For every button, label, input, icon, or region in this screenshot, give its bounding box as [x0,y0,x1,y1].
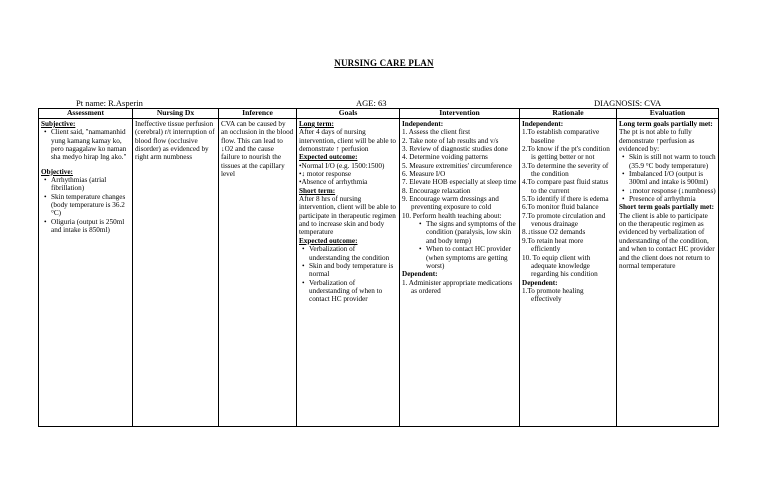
short-term-text: After 8 hrs of nursing intervention, client will be able to participate in therapeutic regimen and to increase skin and body temperature [299,195,397,237]
independent-label: Independent: [402,120,444,128]
subjective-label: Subjective: [41,120,76,128]
expected-outcome-label: Expected outcome: [299,236,358,245]
patient-diagnosis: DIAGNOSIS: CVA [594,98,662,108]
intervention-item: 2. Take note of lab results and v/s [402,136,499,145]
objective-item: • Arrhythmias (atrial fibrillation) [41,176,130,193]
long-term-label: Long term: [299,120,334,128]
rationale-item: 4.To compare past fluid status to the current [522,178,609,195]
subjective-text: • Client said, "namamanhid yung kamang kamay ko, pero nagagalaw ko naman sha medyo hirap lng ako." [41,128,130,161]
long-term-text: After 4 days of nursing intervention, client will be able to demonstrate ↑ perfusion [299,128,397,154]
rationale-item: 10. To equip client with adequate knowledge regarding his condition [522,253,598,279]
expected-outcome-item: •Absence of arrhythmia [299,178,368,187]
intervention-cell [400,119,520,427]
intervention-sub-item: • When to contact HC provider (when symptoms are getting worst) [416,245,517,270]
page-title: NURSING CARE PLAN [334,58,434,68]
evaluation-item: • Skin is still not warm to touch (35.9 °C body temperature) [619,153,716,170]
intervention-item: 8. Encourage relaxation [402,186,471,195]
intervention-item: 9. Encourage warm dressings and preventing exposure to cold [402,195,499,212]
dependent-label: Dependent: [522,278,558,287]
intervention-item: 6. Measure I/O [402,170,446,179]
intervention-item: 4. Determine voiding patterns [402,153,488,162]
expected-outcome-item: •Normal I/O (e.g. 1500:1500) [299,161,385,170]
inference-cell [219,119,297,427]
objective-label: Objective: [41,167,73,176]
patient-age: AGE: 63 [356,98,387,108]
rationale-item: 2.To know if the pt's condition is getting better or not [522,145,610,162]
header-intervention: Intervention [400,109,520,119]
intervention-item: 1. Assess the client first [402,128,471,137]
rationale-item: 5.To identify if there is edema [522,195,609,204]
long-term-eval-label: Long term goals partially met: [619,120,713,128]
expected-outcome-item: • Verbalization of understanding the condition [299,245,397,262]
evaluation-cell [617,119,719,427]
objective-item: • Oliguria (output is 250ml and intake is 850ml) [41,218,130,235]
expected-outcome-item: • Verbalization of understanding of when to contact HC provider [299,279,397,304]
nursing-dx-cell [133,119,219,427]
intervention-item: 7. Elevate HOB especially at sleep time [402,178,517,187]
rationale-dep-item: 1.To promote healing effectively [522,286,584,304]
rationale-item: 3.To determine the severity of the condition [522,161,609,179]
expected-outcome-item: • Skin and body temperature is normal [299,262,397,279]
rationale-item: 7.To promote circulation and venous drainage [522,211,606,229]
evaluation-item: • Imbalanced I/O (output is 300ml and intake is 900ml) [619,170,716,187]
dependent-label: Dependent: [402,270,438,279]
rationale-item: 6.To monitor fluid balance [522,203,599,212]
short-term-eval-text: The client is able to participate on the therapeutic regimen as evidenced by verbalization of understanding of the condition, and when to contact HC provider and the client does not return to normal temperature [619,211,715,270]
intervention-item: 3. Review of diagnostic studies done [402,145,508,154]
header-assessment: Assessment [39,109,133,119]
content-row [39,119,719,427]
rationale-item: 1.To establish comparative baseline [522,128,600,145]
header-row [39,109,719,119]
objective-item: • Skin temperature changes (body temperature is 36.2 °C) [41,193,130,218]
header-evaluation: Evaluation [617,109,719,119]
header-inference: Inference [219,109,297,119]
intervention-item: 5. Measure extremities' circumference [402,161,512,170]
evaluation-item: • ↓motor response (↓numbness) [619,187,716,195]
independent-label: Independent: [522,120,564,128]
intervention-dep-item: 1. Administer appropriate medications as ordered [402,278,513,295]
short-term-label: Short term: [299,186,336,195]
assessment-cell [39,119,133,427]
header-goals: Goals [297,109,400,119]
rationale-item: 8.↓tissue O2 demands [522,228,586,237]
short-term-eval-label: Short term goals partially met: [619,203,715,212]
inference-text: CVA can be caused by an occlusion in the blood flow. This can lead to ↓O2 and the cause failure to nourish the tissues at the capillary level [221,120,294,179]
expected-outcome-item: •↓ motor response [299,170,352,179]
intervention-sub-item: • The signs and symptoms of the condition (paralysis, low skin and body temp) [416,220,517,245]
care-plan-table [38,108,719,427]
rationale-cell [520,119,617,427]
expected-outcome-label: Expected outcome: [299,153,358,162]
evaluation-item: • Presence of arrhythmia [619,195,716,203]
header-rationale: Rationale [520,109,617,119]
intervention-item: 10. Perform health teaching about: [402,211,502,220]
rationale-item: 9.To retain heat more efficiently [522,236,584,254]
patient-name: Pt name: R.Asperin [76,98,143,108]
long-term-eval-text: The pt is not able to fully demonstrate ↑perfusion as evidenced by: [619,128,695,154]
nursing-dx-text: Ineffective tissue perfusion (cerebral) r/t interruption of blood flow (occlusive disorder) as evidenced by right arm numbness [135,120,215,162]
header-nursing-dx: Nursing Dx [133,109,219,119]
goals-cell [297,119,400,427]
